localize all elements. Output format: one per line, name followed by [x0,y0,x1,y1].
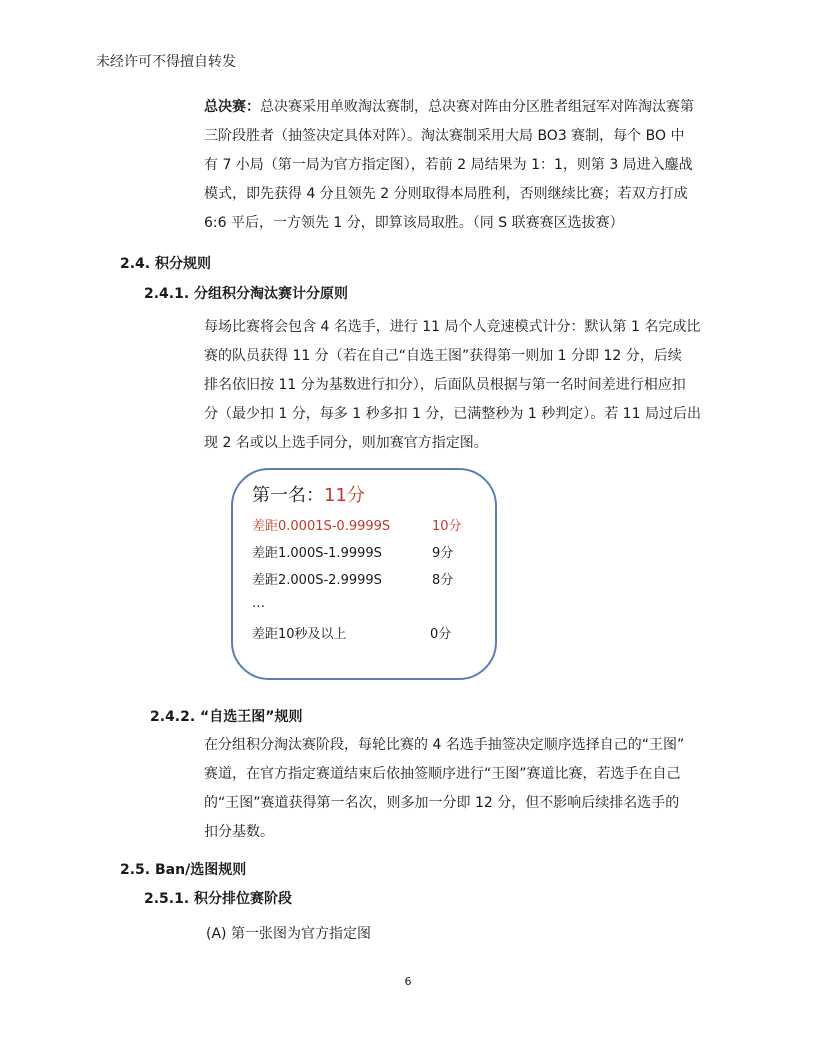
section-2-4-2-heading: 2.4.2. “自选王图”规则 [150,709,303,725]
king-map-line-3: 的“王图”赛道获得第一名次，则多加一分即 12 分，但不影响后续排名选手的 [204,795,680,811]
score-box-title-score: 11分 [324,485,365,506]
section-2-4-1-heading: 2.4.1. 分组积分淘汰赛计分原则 [144,286,349,302]
score-row-gap: 差距10秒及以上 [252,627,347,642]
score-row-points: 9分 [432,546,454,561]
king-map-line-1: 在分组积分淘汰赛阶段，每轮比赛的 4 名选手抽签决定顺序选择自己的“王图” [204,737,685,753]
score-row-points: 0分 [430,627,452,642]
score-row [252,623,482,642]
scoring-line-5: 现 2 名或以上选手同分，则加赛官方指定图。 [204,435,488,451]
score-row-gap: 差距1.000S-1.9999S [252,546,382,561]
score-row-gap: … [252,596,265,611]
final-line-5: 6:6 平后，一方领先 1 分，即算该局取胜。（同 S 联赛赛区选拔赛） [204,215,624,231]
scoring-paragraph [204,313,701,458]
score-row-points: 8分 [432,573,454,588]
score-box-title-prefix: 第一名： [252,485,324,506]
scoring-line-2: 赛的队员获得 11 分（若在自己“自选王图”获得第一则加 1 分即 12 分，后续 [204,348,682,364]
king-map-line-2: 赛道，在官方指定赛道结束后依抽签顺序进行“王图”赛道比赛，若选手在自己 [204,766,681,782]
score-row [252,569,482,588]
final-line-4: 模式，即先获得 4 分且领先 2 分则取得本局胜利，否则继续比赛；若双方打成 [204,186,688,202]
king-map-line-4: 扣分基数。 [204,824,274,840]
score-table-box [231,468,497,680]
score-box-title [252,481,365,507]
page-number: 6 [404,975,412,988]
section-2-5-heading: 2.5. Ban/选图规则 [120,862,247,878]
list-item-a: (A) 第一张图为官方指定图 [206,926,371,942]
final-paragraph [204,93,694,238]
scoring-line-4: 分（最少扣 1 分，每多 1 秒多扣 1 分，已满整秒为 1 秒判定）。若 11 局过后出 [204,406,701,422]
score-row-gap: 差距2.000S-2.9999S [252,573,382,588]
score-row [252,515,482,534]
final-line-2: 三阶段胜者（抽签决定具体对阵）。淘汰赛制采用大局 BO3 赛制，每个 BO 中 [204,128,685,144]
score-row-ellipsis [252,596,482,611]
score-row [252,542,482,561]
scoring-line-1: 每场比赛将会包含 4 名选手，进行 11 局个人竞速模式计分：默认第 1 名完成比 [204,319,701,335]
score-row-points: 10分 [432,519,462,534]
section-2-4-heading: 2.4. 积分规则 [120,256,211,272]
scoring-line-3: 排名依旧按 11 分为基数进行扣分），后面队员根据与第一名时间差进行相应扣 [204,377,686,393]
score-row-gap: 差距0.0001S-0.9999S [252,519,391,534]
header-note: 未经许可不得擅自转发 [96,54,236,70]
king-map-paragraph [204,731,684,847]
final-line-3: 有 7 小局（第一局为官方指定图），若前 2 局结果为 1：1，则第 3 局进入鏖战 [204,157,693,173]
final-label: 总决赛： [204,99,260,115]
final-line-1: 总决赛采用单败淘汰赛制，总决赛对阵由分区胜者组冠军对阵淘汰赛第 [260,99,694,115]
section-2-5-1-heading: 2.5.1. 积分排位赛阶段 [144,891,293,907]
